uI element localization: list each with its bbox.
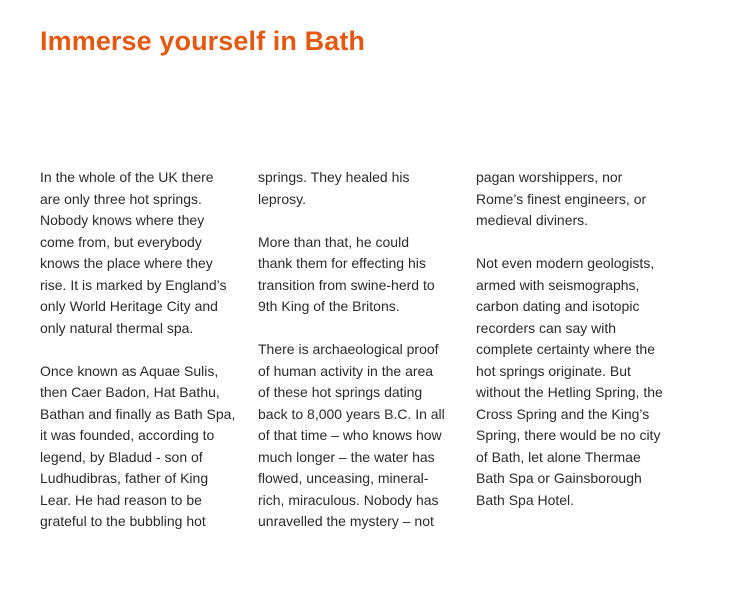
paragraph <box>258 232 463 318</box>
text-line: Not even modern geologists, <box>476 255 655 271</box>
text-line: without the Hetling Spring, the <box>476 384 663 400</box>
text-line: More than that, he could <box>258 233 409 250</box>
paragraph <box>258 167 463 210</box>
text-line: much longer – the water has <box>258 448 435 465</box>
text-line: come from, but everybody <box>40 233 202 250</box>
text-line: leprosy. <box>258 190 306 207</box>
text-line: carbon dating and isotopic <box>476 298 640 314</box>
text-line: Cross Spring and the King’s <box>476 405 650 422</box>
text-line: of human activity in the area <box>258 362 434 379</box>
text-line: flowed, unceasing, mineral- <box>258 470 429 486</box>
paragraph <box>40 167 245 339</box>
paragraph <box>258 339 463 533</box>
page-title: Immerse yourself in Bath <box>40 26 366 56</box>
text-line: then Caer Badon, Hat Bathu, <box>40 384 220 400</box>
text-line: Spring, there would be no city <box>476 427 661 443</box>
paragraph <box>476 253 681 511</box>
text-line: hot springs originate. But <box>476 362 631 379</box>
text-line: springs. They healed his <box>258 169 410 185</box>
text-column-3 <box>476 167 681 533</box>
text-line: Bath Spa Hotel. <box>476 491 575 508</box>
text-line: Lear. He had reason to be <box>40 491 202 508</box>
text-line: it was founded, according to <box>40 427 215 443</box>
text-line: grateful to the bubbling hot <box>40 513 206 529</box>
text-line: Bath Spa or Gainsborough <box>476 470 642 486</box>
text-line: complete certainty where the <box>476 341 655 357</box>
text-line: of that time – who knows how <box>258 427 442 443</box>
text-line: 9th King of the Britons. <box>258 298 400 314</box>
paragraph <box>476 167 681 232</box>
text-line: only World Heritage City and <box>40 298 218 314</box>
text-line: Rome’s finest engineers, or <box>476 190 647 207</box>
text-line: armed with seismographs, <box>476 276 640 293</box>
text-line: There is archaeological proof <box>258 341 439 357</box>
text-line: rich, miraculous. Nobody has <box>258 491 439 508</box>
text-line: are only three hot springs. <box>40 190 202 207</box>
text-line: of Bath, let alone Thermae <box>476 448 641 465</box>
text-column-2 <box>258 167 463 554</box>
text-line: rise. It is marked by England’s <box>40 276 227 293</box>
text-line: of these hot springs dating <box>258 384 423 400</box>
text-line: unravelled the mystery – not <box>258 513 434 529</box>
text-line: legend, by Bladud - son of <box>40 448 203 465</box>
paragraph <box>40 361 245 533</box>
text-line: thank them for effecting his <box>258 255 426 271</box>
text-line: transition from swine-herd to <box>258 276 435 293</box>
text-line: In the whole of the UK there <box>40 169 214 185</box>
text-line: pagan worshippers, nor <box>476 169 623 185</box>
text-line: medieval diviners. <box>476 212 589 228</box>
text-line: Nobody knows where they <box>40 212 205 228</box>
text-line: Bathan and finally as Bath Spa, <box>40 405 236 422</box>
text-column-1 <box>40 167 245 554</box>
text-line: only natural thermal spa. <box>40 319 194 336</box>
text-line: Once known as Aquae Sulis, <box>40 362 219 379</box>
text-line: knows the place where they <box>40 255 213 271</box>
text-line: Ludhudibras, father of King <box>40 470 209 486</box>
text-line: recorders can say with <box>476 319 617 336</box>
text-line: back to 8,000 years B.C. In all <box>258 405 445 422</box>
